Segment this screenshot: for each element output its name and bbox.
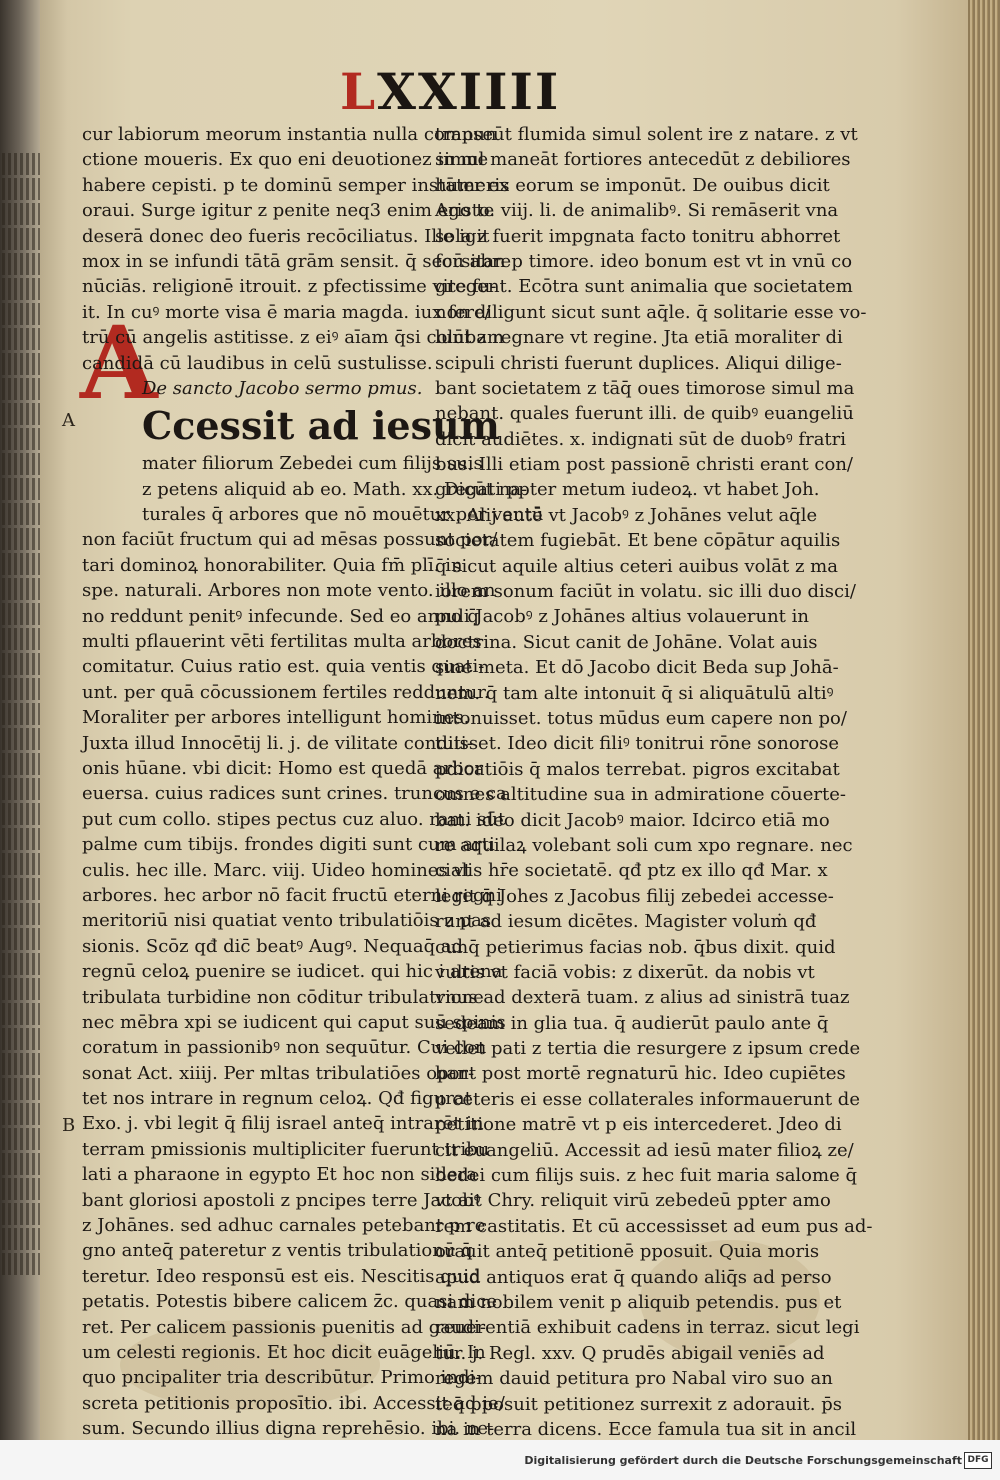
adjacent-text-line: [2, 1228, 42, 1250]
adjacent-text-line: [2, 303, 42, 325]
adjacent-text-line: [2, 503, 42, 525]
folio-red-mark: L: [340, 62, 378, 121]
text-line: gregati ppter metum iudeoꝝ. vt habet Joh.: [435, 479, 820, 501]
text-line: nec mēbra xpi se iudicent qui caput suū spinis: [82, 1011, 506, 1033]
text-line: nebant. quales fuerunt illi. de quibꝰ euangeliū: [435, 403, 854, 425]
text-line: sola z fuerit impgnata facto tonitru abhorret: [435, 225, 841, 247]
text-line: petatis. Potestis bibere calicem z̄c. quasi dice: [82, 1291, 497, 1313]
adjacent-text-line: [2, 703, 42, 725]
text-line: trū cū angelis astitisse. z eiꝰ aīam q̄si colūbam: [82, 327, 505, 349]
text-line: rem castitatis. Et cū accessisset ad eum pus ad-: [435, 1215, 873, 1237]
margin-note-a: A: [62, 410, 75, 431]
adjacent-text-line: [2, 803, 42, 825]
text-line: orauit anteq̄ petitionē pposuit. Quia moris: [435, 1241, 820, 1263]
adjacent-text-line: [2, 828, 42, 850]
text-line: onis hūane. vbi dicit: Homo est quedā arbor: [82, 757, 484, 779]
text-line: runt ad iesum dicētes. Magister voluṁ qđ: [435, 911, 817, 933]
adjacent-text-line: [2, 653, 42, 675]
text-line: tari dominoꝝ honorabiliter. Quia fm̄ plī. in: [82, 554, 463, 576]
text-line: cunq̄ petierimus facias nob. q̄bus dixit. quid: [435, 936, 836, 958]
adjacent-text-line: [2, 403, 42, 425]
text-line: dicit audiētes. x. indignati sūt de duobꝰ fratri: [435, 428, 847, 450]
text-line: deserā donec deo fueris recōciliatus. Ille igit: [82, 225, 490, 247]
text-line: Moraliter per arbores intelligunt homines.: [82, 707, 470, 729]
text-line: petitione matrē vt p eis intercederet. Jdeo di: [435, 1114, 842, 1136]
text-line: sum. Secundo illius digna reprehēsio. ibi. ne-: [82, 1418, 495, 1440]
text-line: gno anteq̄ pateretur z ventis tribulationū q̄: [82, 1240, 473, 1262]
text-line: tet nos intrare in regnum celoꝝ. Qđ figurat: [82, 1088, 472, 1110]
adjacent-text-line: [2, 353, 42, 375]
text-line: omnes altitudine sua in admiratione cōuerte-: [435, 784, 846, 806]
text-line: meritoriū nisi quatiat vento tribulatiōis z pas: [82, 910, 492, 932]
text-line: arbores. hec arbor nō facit fructū eterni regni: [82, 884, 502, 906]
text-line: gregent. Ecōtra sunt animalia que societatem: [435, 276, 853, 298]
text-line: vellet pati z tertia die resurgere z ipsum crede: [435, 1038, 861, 1060]
text-line: scipuli christi fuerunt duplices. Aliqui dilige-: [435, 352, 842, 374]
text-line: regem dauid petitura pro Nabal viro suo an: [435, 1368, 833, 1390]
right-text-column: [435, 122, 873, 1440]
text-line: mox in se infundi tātā grām sensit. q̄ secū abre: [82, 250, 512, 272]
text-line: terram pmissionis multipliciter fuerunt tribu: [82, 1138, 490, 1160]
text-line: simul maneāt fortiores antecedūt z debiliores: [435, 149, 851, 171]
adjacent-text-line: [2, 428, 42, 450]
text-line: societatem fugiebāt. Et bene cōpātur aquilis: [435, 530, 841, 552]
adjacent-text-line: [2, 553, 42, 575]
text-line: vultis vt faciā vobis: z dixerūt. da nobis vt: [435, 961, 815, 983]
text-line: palme cum tibijs. frondes digiti sunt cum arti: [82, 834, 495, 856]
text-line: non diligunt sicut sunt aq̄le. q̄ solitarie esse vo-: [435, 301, 867, 323]
text-line: lati a pharaone in egypto Et hoc non sidera: [82, 1164, 477, 1186]
footer-credit: Digitalisierung gefördert durch die Deutsche Forschungsgemeinschaft: [524, 1454, 962, 1467]
text-line: regnū celoꝝ puenire se iudicet. qui hic i arena: [82, 961, 503, 983]
text-line: spe. naturali. Arbores non mote vento. illo an: [82, 580, 496, 602]
book-page: [40, 0, 970, 1440]
text-line: bant societatem z tāq̄ oues timorose simul ma: [435, 377, 855, 399]
text-line: Aristo. viij. li. de animalibꝰ. Si remāserit vna: [435, 200, 839, 222]
text-line: apud antiquos erat q̄ quando aliq̄s ad perso: [435, 1266, 832, 1288]
text-line: screta petitionis proposītio. ibi. Accessit ad ie/: [82, 1392, 505, 1414]
text-line: q̄ sicut aquile altius ceteri auibus volāt z ma: [435, 555, 838, 577]
red-initial-letter: A: [80, 304, 158, 422]
adjacent-text-line: [2, 1078, 42, 1100]
adjacent-text-line: [2, 978, 42, 1000]
text-line: Juxta illud Innocētij li. j. de vilitate conditi-: [82, 732, 473, 754]
text-line: bat. ideo dicit Jacobꝰ maior. Idcirco etiā mo: [435, 809, 830, 831]
text-line: humeris eorum se imponūt. De ouibus dicit: [435, 174, 830, 196]
text-line: comitatur. Cuius ratio est. quia ventis quati-: [82, 656, 485, 678]
text-line: mater filiorum Zebedei cum filijs suis: [142, 453, 483, 475]
dfg-logo: DFG: [964, 1452, 992, 1469]
footer-bar: [0, 1440, 1000, 1480]
page-fore-edge: [968, 0, 1000, 1440]
adjacent-text-line: [2, 228, 42, 250]
text-line: euersa. cuius radices sunt crines. truncus e ca: [82, 783, 507, 805]
text-line: legit q̄ Johes z Jacobus filij zebedei accesse-: [435, 885, 834, 907]
text-line: bant post mortē regnaturū hic. Ideo cupiētes: [435, 1063, 846, 1085]
adjacent-text-line: [2, 778, 42, 800]
adjacent-text-line: [2, 1053, 42, 1075]
adjacent-text-line: [2, 878, 42, 900]
text-line: z Johānes. sed adhuc carnales petebant p re: [82, 1215, 486, 1237]
text-line: Exo. j. vbi legit q̄ filij israel anteq̄ intrarēt in: [82, 1113, 484, 1135]
adjacent-text-line: [2, 753, 42, 775]
text-line: xx. Alij autē vt Jacobꝰ z Johānes velut aq̄le: [435, 504, 818, 526]
adjacent-text-line: [2, 1128, 42, 1150]
text-line: teq̄ pposuit petitionez surrexit z adorauit. p̄s: [435, 1393, 842, 1415]
text-line: ret. Per calicem passionis puenitis ad gaudi-: [82, 1316, 486, 1338]
text-line: cit euangeliū. Accessit ad iesū mater filioꝝ ze/: [435, 1139, 854, 1161]
text-line: pdicatiōis q̄ malos terrebat. pigros excitabat: [435, 758, 840, 780]
text-line: no reddunt penitꝰ infecunde. Sed eo anno q̄: [82, 605, 479, 627]
text-line: re aquilaꝝ volebant soli cum xpo regnare. nec: [435, 834, 853, 856]
text-line: lunt z regnare vt regine. Jta etiā moraliter di: [435, 327, 843, 349]
adjacent-text-line: [2, 728, 42, 750]
text-line: tuisset. Ideo dicit filiꝰ tonitrui rōne sonorose: [435, 733, 839, 755]
text-line: forsitan p timore. ideo bonum est vt in vnū co: [435, 250, 853, 272]
text-line: it. In cuꝰ morte visa ē maria magda. iux fere/: [82, 301, 491, 323]
margin-note-b: B: [62, 1115, 76, 1136]
adjacent-text-line: [2, 178, 42, 200]
text-line: candidā cū laudibus in celū sustulisse.: [82, 352, 433, 374]
adjacent-text-line: [2, 253, 42, 275]
adjacent-text-line: [2, 628, 42, 650]
adjacent-text-line: [2, 1203, 42, 1225]
text-line: oraui. Surge igitur z penite neq3 enim ego te: [82, 200, 495, 222]
adjacent-text-line: [2, 578, 42, 600]
text-line: cialis hr̄e societatē. qđ ptz ex illo qđ Mar. x: [435, 860, 828, 882]
adjacent-text-line: [2, 478, 42, 500]
adjacent-text-line: [2, 203, 42, 225]
text-line: nem. q̄ tam alte intonuit q̄ si aliquātulū altiꝰ: [435, 682, 834, 704]
adjacent-text-line: [2, 678, 42, 700]
text-line: transeūt flumida simul solent ire z natare. z vt: [435, 124, 858, 145]
adjacent-text-line: [2, 1178, 42, 1200]
adjacent-text-line: [2, 1028, 42, 1050]
sermon-caption: De sancto Jacobo sermo pmus.: [142, 377, 423, 399]
adjacent-text-line: [2, 953, 42, 975]
text-line: coratum in passionibꝰ non sequūtur. Cui con: [82, 1037, 487, 1059]
text-line: teretur. Ideo responsū est eis. Nescitis quid: [82, 1265, 481, 1287]
text-line: p ceteris ei esse collaterales informauerunt de: [435, 1088, 860, 1110]
adjacent-text-line: [2, 153, 42, 175]
text-line: sionis. Scōz qđ dic̄ beatꝰ Augꝰ. Nequaq̄ ad: [82, 935, 464, 957]
text-line: nūciās. religionē itrouit. z pfectissime vite fu-: [82, 276, 497, 298]
text-line: intonuisset. totus mūdus eum capere non po/: [435, 707, 847, 729]
text-line: tribulata turbidine non cōditur tribulatrione: [82, 986, 484, 1008]
adjacent-text-line: [2, 528, 42, 550]
text-line: culis. hec ille. Marc. viij. Uideo homines vt: [82, 859, 471, 881]
adjacent-text-line: [2, 1103, 42, 1125]
left-text-column: [82, 122, 544, 1440]
text-line: sedeam in glia tua. q̄ audierūt paulo ante q̄: [435, 1012, 829, 1034]
text-line: puli Jacobꝰ z Johānes altius volauerunt in: [435, 606, 809, 628]
text-line: iorem sonum faciūt in volatu. sic illi duo disci/: [435, 581, 856, 603]
adjacent-text-line: [2, 928, 42, 950]
incipit-line: [82, 401, 500, 451]
adjacent-text-line: [2, 278, 42, 300]
text-line: turales q̄ arbores que nō mouētur per ventū: [142, 504, 544, 526]
folio-text: XXIIII: [377, 62, 561, 121]
adjacent-text-line: [2, 603, 42, 625]
adjacent-text-line: [2, 378, 42, 400]
adjacent-text-line: [2, 453, 42, 475]
text-line: non faciūt fructum qui ad mēsas possunt por/: [82, 529, 498, 551]
text-line: reuerentiā exhibuit cadens in terraz. sicut legi: [435, 1317, 860, 1339]
adjacent-text-line: [2, 1003, 42, 1025]
text-line: tur. j. Regl. xxv. Q prudēs abigail veniēs ad: [435, 1342, 825, 1364]
text-line: nam nobilem venit p aliquib petendis. pus et: [435, 1291, 842, 1313]
text-line: na in terra dicens. Ecce famula tua sit in ancil: [435, 1418, 857, 1440]
text-line: ctione moueris. Ex quo eni deuotionez in me: [82, 149, 489, 171]
text-line: doctrina. Sicut canit de Johāne. Volat auis: [435, 631, 818, 653]
text-line: cur labiorum meorum instantia nulla compun: [82, 124, 497, 145]
text-line: sonat Act. xiiij. Per mltas tribulatiōes opor-: [82, 1062, 475, 1084]
text-line: bedei cum filijs suis. z hec fuit maria salome q̄: [435, 1165, 857, 1187]
adjacent-text-line: [2, 903, 42, 925]
folio-number: [340, 62, 560, 121]
text-line: vnus ad dexterā tuam. z alius ad sinistrā tuaz: [435, 987, 850, 1009]
text-line: um celesti regionis. Et hoc dicit euāgeliū. In: [82, 1341, 486, 1363]
text-line: sine meta. Et dō Jacobo dicit Beda sup Johā-: [435, 657, 839, 679]
text-line: bant gloriosi apostoli z pncipes terre Jacobꝰ: [82, 1189, 481, 1211]
adjacent-text-line: [2, 1253, 42, 1275]
text-line: put cum collo. stipes pectus cuz aluo. rami sūt: [82, 808, 506, 830]
adjacent-text-line: [2, 328, 42, 350]
adjacent-page-text: [2, 150, 42, 1300]
adjacent-text-line: [2, 1153, 42, 1175]
text-line: bus. Illi etiam post passionē christi erant con/: [435, 454, 853, 476]
text-line: habere cepisti. p te dominū semper instāter ex: [82, 174, 510, 196]
adjacent-text-line: [2, 853, 42, 875]
text-line: z petens aliquid ab eo. Math. xx. Dicūt na-: [142, 478, 528, 500]
text-line: multi pflauerint vēti fertilitas multa arbores: [82, 631, 482, 653]
text-line: vt ait Chry. reliquit virū zebedeū ppter amo: [435, 1190, 831, 1212]
text-line: quo pncipaliter tria describūtur. Primo indi-: [82, 1367, 482, 1389]
incipit-text: Ccessit ad iesum: [142, 403, 500, 449]
text-line: unt. per quā cōcussionem fertiles redduntur.: [82, 681, 490, 703]
